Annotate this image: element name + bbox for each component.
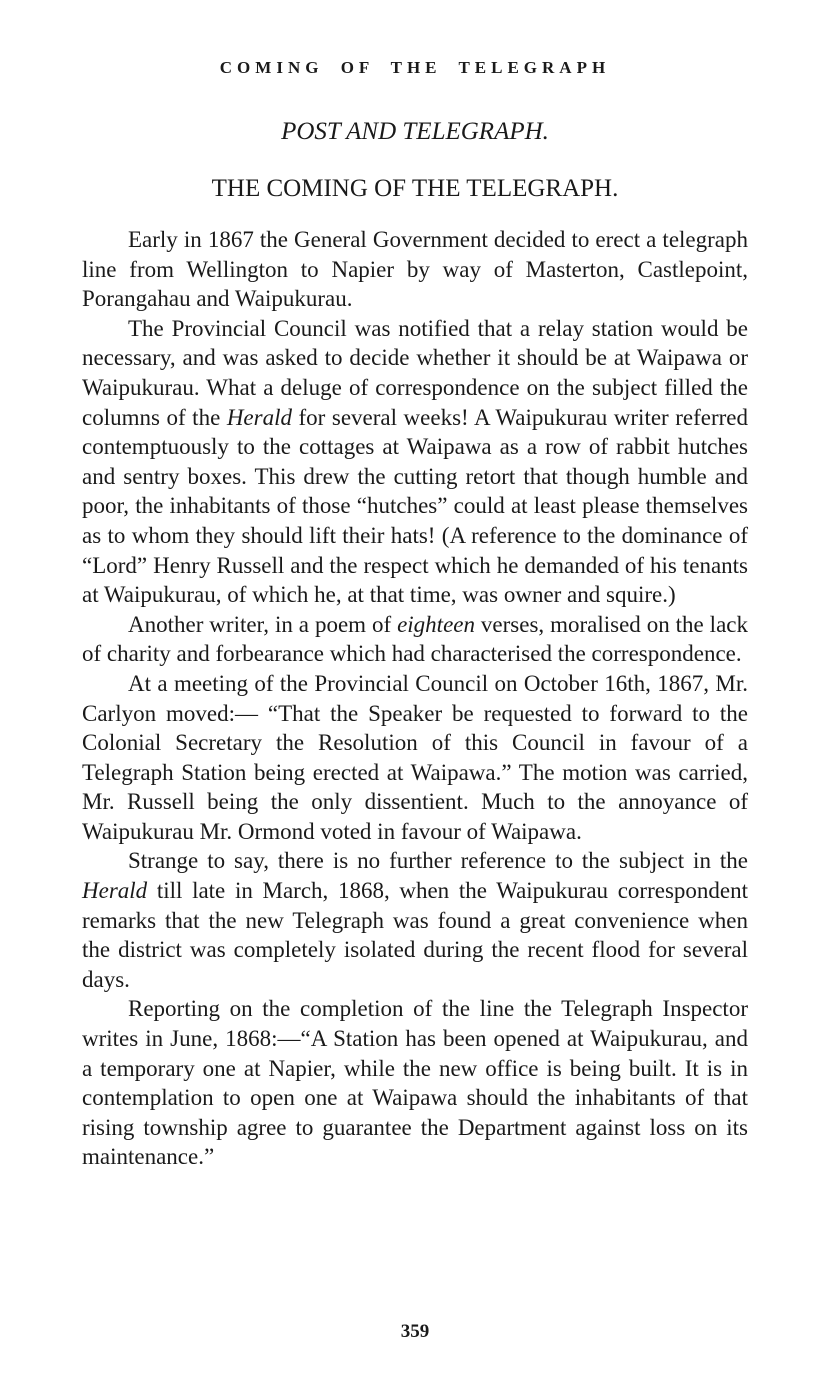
text-run: Strange to say, there is no further reference to the subject in the xyxy=(128,848,748,874)
paragraph xyxy=(82,610,748,669)
paragraph xyxy=(82,846,748,994)
paragraph xyxy=(82,994,748,1172)
text-run: Reporting on the completion of the line the Telegraph Inspector writes in June, 1868:—“A Station has been opened at Waipukurau, and a temporary one at Napier, while the new office is being built. It is in contemplation to open one at Waipawa should the inhabitants of that rising township agree to guarantee the Department against loss on its maintenance.” xyxy=(82,996,748,1170)
text-run: Another writer, in a poem of xyxy=(128,611,398,637)
paragraph xyxy=(82,669,748,847)
section-title: POST AND TELEGRAPH. xyxy=(281,118,549,145)
chapter-title: THE COMING OF THE TELEGRAPH. xyxy=(211,175,619,202)
italic-title: Herald xyxy=(226,404,292,430)
italic-word: eighteen xyxy=(397,611,475,637)
text-run: verses, moralised on the lack of charity and forbearance which had characterised the correspondence. xyxy=(82,611,748,667)
text-run: At a meeting of the Provincial Council on October 16th, 1867, Mr. Carlyon moved:— “That the Speaker be requested to forward to the Colonial Secretary the Resolution of this Council in favour of a Telegraph Station being erected at Waipawa.” The motion was carried, Mr. Russell being the only dissentient. Much to the annoyance of Waipukurau Mr. Ormond voted in favour of Waipawa. xyxy=(82,670,748,844)
text-run: The Provincial Council was notified that a relay station would be necessary, and was asked to decide whether it should be at Waipawa or Waipukurau. What a deluge of correspondence on the subject filled the columns of the xyxy=(82,315,748,430)
paragraph xyxy=(82,314,748,610)
italic-title: Herald xyxy=(82,878,148,904)
text-run: till late in March, 1868, when the Waipukurau correspondent remarks that the new Telegraph was found a great convenience when the district was completely isolated during the recent flood for several days. xyxy=(82,878,748,992)
running-head: COMING OF THE TELEGRAPH xyxy=(219,58,611,77)
text-run: Early in 1867 the General Government decided to erect a telegraph line from Wellington to Napier by way of Masterton, Castlepoint, Porangahau and Waipukurau. xyxy=(82,227,748,312)
paragraph xyxy=(82,225,748,314)
page-number: 359 xyxy=(400,1321,430,1342)
body-text xyxy=(82,225,748,1172)
book-page xyxy=(82,0,748,1400)
text-run: for several weeks! A Waipukurau writer referred contemptuously to the cottages at Waipawa as a row of rabbit hutches and sentry boxes. This drew the cutting retort that though humble and poor, the inhabitants of those “hutches” could at least please themselves as to whom they should lift their hats! (A reference to the dominance of “Lord” Henry Russell and the respect which he demanded of his tenants at Waipukurau, of which he, at that time, was owner and squire.) xyxy=(82,404,748,608)
